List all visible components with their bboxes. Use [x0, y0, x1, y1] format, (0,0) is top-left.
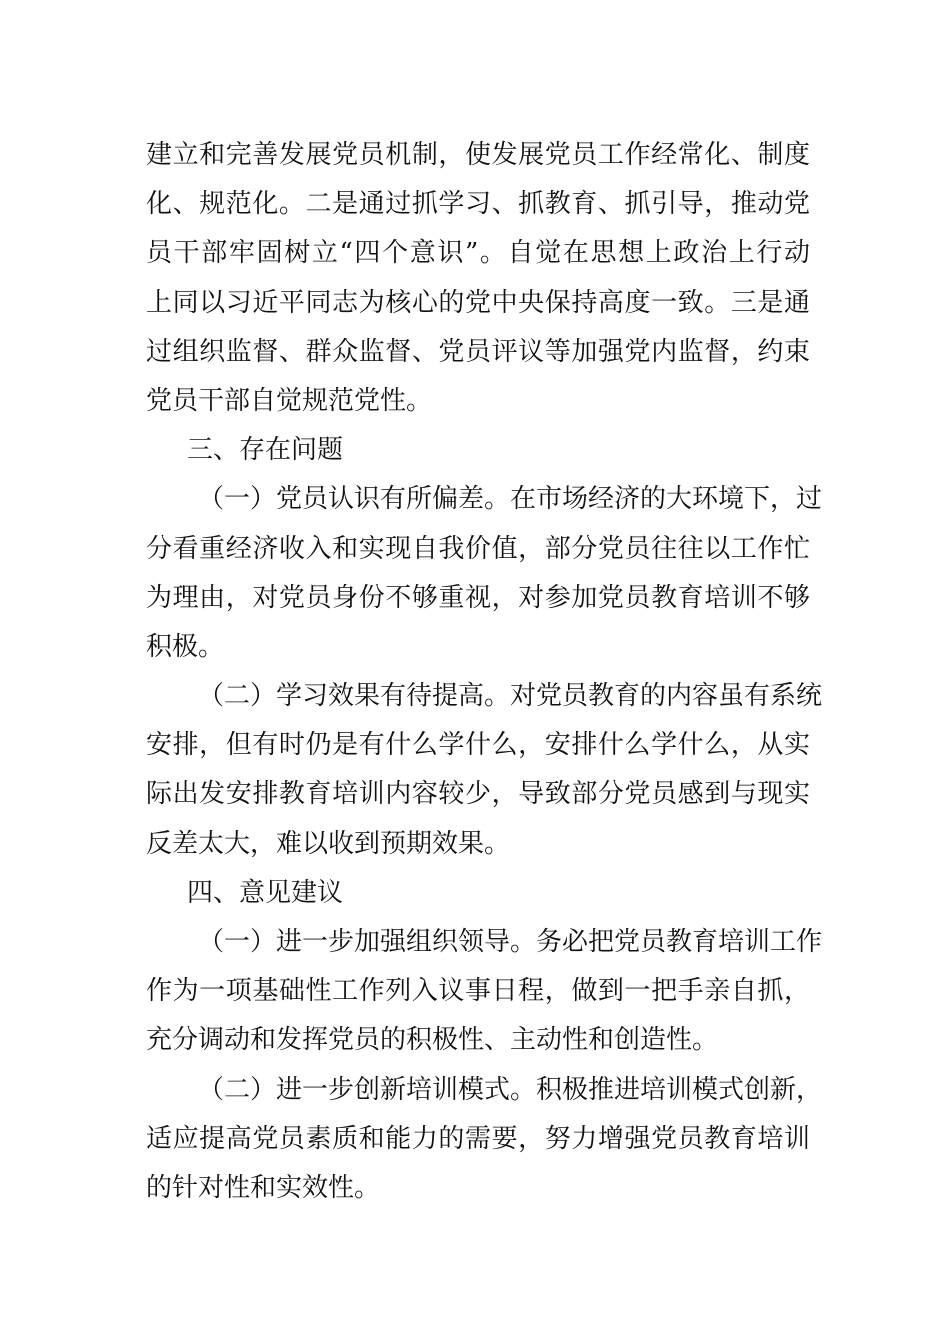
text-line: 作为一项基础性工作列入议事日程，做到一把手亲自抓， — [146, 976, 810, 1007]
text-line: 员干部牢固树立“四个意识”。自觉在思想上政治上行动 — [146, 238, 810, 269]
text-line: 的针对性和实效性。 — [146, 1172, 381, 1203]
text-line: 过组织监督、群众监督、党员评议等加强党内监督，约束 — [146, 336, 810, 367]
text-line: 反差太大，难以收到预期效果。 — [146, 828, 511, 859]
text-line: （一）党员认识有所偏差。在市场经济的大环境下，过 — [198, 484, 823, 515]
text-line: （二）学习效果有待提高。对党员教育的内容虽有系统 — [198, 681, 823, 712]
text-line: 际出发安排教育培训内容较少，导致部分党员感到与现实 — [146, 779, 810, 810]
text-line: 安排，但有时仍是有什么学什么，安排什么学什么，从实 — [146, 730, 810, 761]
text-line: 上同以习近平同志为核心的党中央保持高度一致。三是通 — [146, 287, 810, 318]
section-heading-suggestions: 四、意见建议 — [187, 877, 344, 908]
text-line: （一）进一步加强组织领导。务必把党员教育培训工作 — [198, 927, 823, 957]
text-line: 充分调动和发挥党员的积极性、主动性和创造性。 — [146, 1025, 719, 1056]
document-body — [146, 131, 823, 1213]
text-line: （二）进一步创新培训模式。积极推进培训模式创新， — [198, 1074, 823, 1105]
text-line: 分看重经济收入和实现自我价值，部分党员往往以工作忙 — [146, 533, 810, 564]
text-line: 建立和完善发展党员机制，使发展党员工作经常化、制度 — [146, 140, 810, 170]
text-line: 积极。 — [146, 631, 225, 662]
text-line: 化、规范化。二是通过抓学习、抓教育、抓引导，推动党 — [146, 189, 810, 220]
text-line: 为理由，对党员身份不够重视，对参加党员教育培训不够 — [146, 582, 810, 613]
section-heading-problems: 三、存在问题 — [187, 435, 344, 466]
text-line: 适应提高党员素质和能力的需要，努力增强党员教育培训 — [146, 1123, 810, 1154]
text-line: 党员干部自觉规范党性。 — [146, 385, 433, 416]
